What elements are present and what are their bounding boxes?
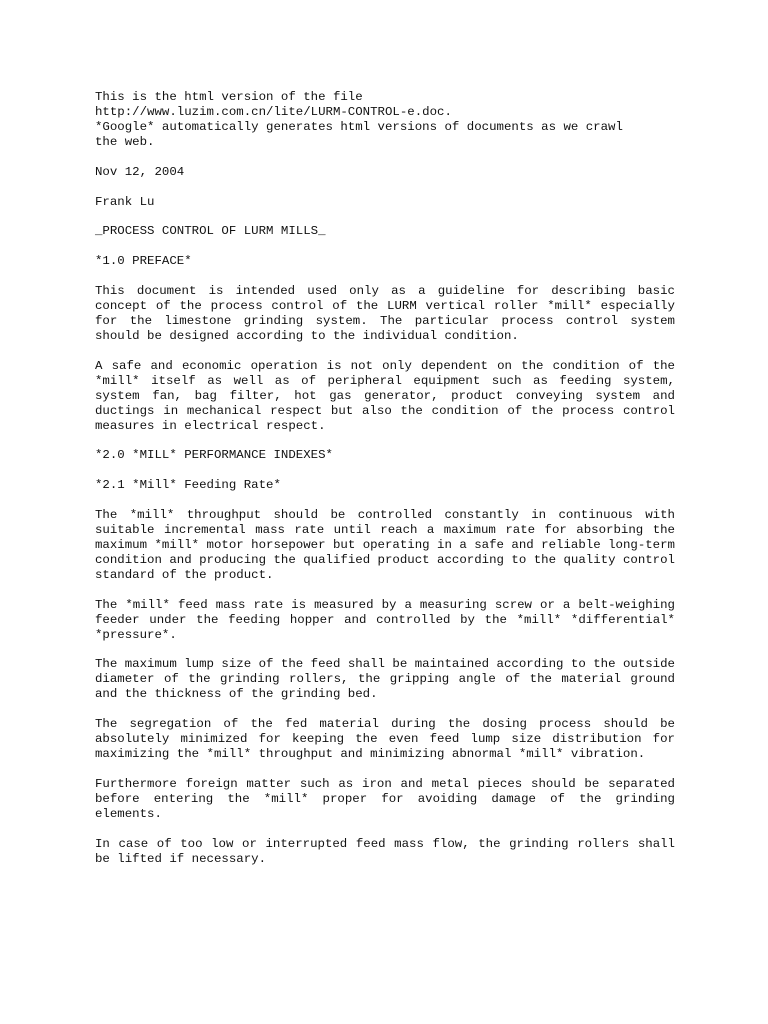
section-heading: *1.0 PREFACE*	[95, 254, 192, 269]
document-date: Nov 12, 2004	[95, 164, 185, 179]
paragraph: Furthermore foreign matter such as iron and metal pieces should be separated before entering the *mill* proper for avoiding damage of the grinding elements.	[95, 776, 675, 821]
paragraph: A safe and economic operation is not only dependent on the condition of the *mill* itself as well as of peripheral equipment such as feeding system, system fan, bag filter, hot gas generator, product conveying system and ductings in mechanical respect but also the condition of the process control measures in electrical respect.	[95, 358, 675, 433]
subsection-heading: *2.1 *Mill* Feeding Rate*	[95, 478, 281, 493]
document-title: _PROCESS CONTROL OF LURM MILLS_	[95, 224, 326, 239]
paragraph: This document is intended used only as a guideline for describing basic concept of the process control of the LURM vertical roller *mill* especially for the limestone grinding system. The particular process control system should be designed according to the individual condition.	[95, 284, 675, 343]
document-author: Frank Lu	[95, 194, 155, 209]
paragraph: The *mill* feed mass rate is measured by a measuring screw or a belt-weighing feeder under the feeding hopper and controlled by the *mill* *differential* *pressure*.	[95, 597, 675, 642]
cache-header	[95, 90, 675, 150]
paragraph: The segregation of the fed material during the dosing process should be absolutely minimized for keeping the even feed lump size distribution for maximizing the *mill* throughput and minimizing abnormal *mill* vibration.	[95, 717, 675, 761]
source-url[interactable]: http://www.luzim.com.cn/lite/LURM-CONTROL-e.doc.	[95, 104, 452, 119]
document-body	[95, 90, 675, 881]
cache-header-line: This is the html version of the file	[95, 90, 363, 104]
paragraph: The maximum lump size of the feed shall be maintained according to the outside diameter of the grinding rollers, the gripping angle of the material ground and the thickness of the grinding bed.	[95, 657, 675, 702]
paragraph: In case of too low or interrupted feed mass flow, the grinding rollers shall be lifted if necessary.	[95, 836, 675, 866]
cache-header-line: the web.	[95, 134, 155, 149]
paragraph: The *mill* throughput should be controlled constantly in continuous with suitable incremental mass rate until reach a maximum rate for absorbing the maximum *mill* motor horsepower but operating in a safe and reliable long-term condition and producing the qualified product according to the quality control standard of the product.	[95, 508, 675, 582]
section-heading: *2.0 *MILL* PERFORMANCE INDEXES*	[95, 448, 333, 463]
cache-header-line: *Google* automatically generates html versions of documents as we crawl	[95, 119, 623, 134]
